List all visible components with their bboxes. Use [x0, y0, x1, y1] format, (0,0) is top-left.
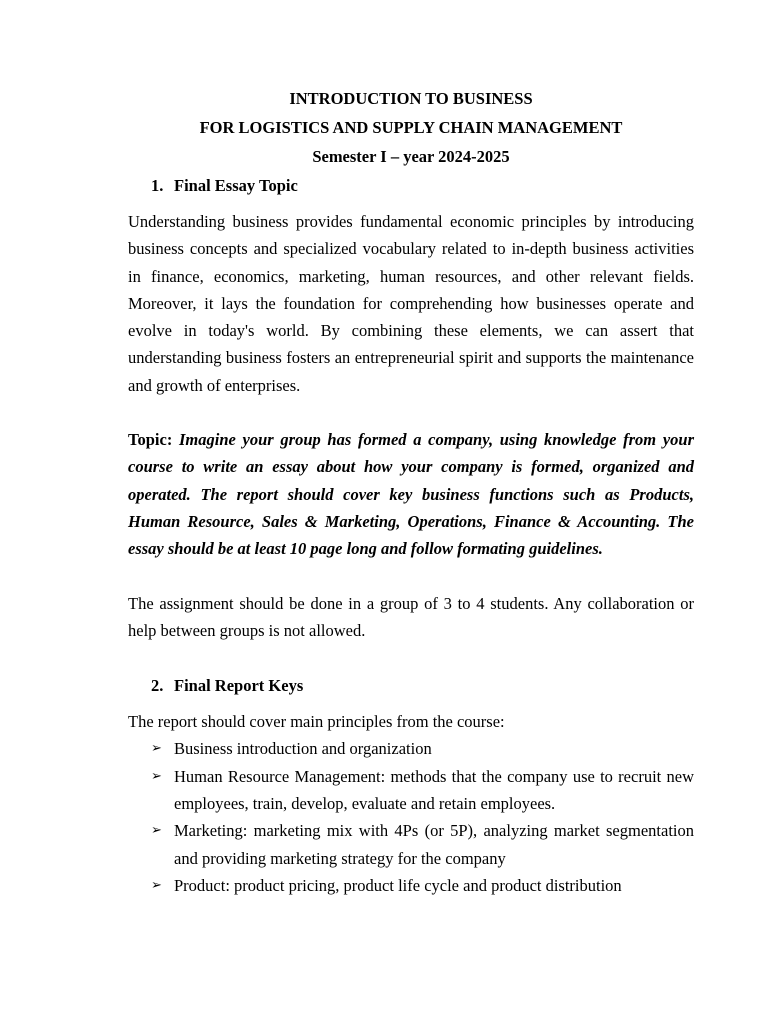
report-keys-intro: The report should cover main principles from the course: — [128, 712, 505, 732]
section-1-heading — [151, 171, 694, 200]
arrow-bullet-icon: ➢ — [151, 823, 162, 839]
arrow-bullet-icon: ➢ — [151, 741, 162, 757]
title-line-semester: Semester I – year 2024-2025 — [312, 147, 510, 166]
topic-text: Imagine your group has formed a company, using knowledge from your course to write an essay about how your company is formed, organized and operated. The report should cover key business functions such as Products, Human Resource, Sales & Marketing, Operations, Finance & Accounting. The essay should be at least 10 page long and follow formating guidelines. — [128, 430, 694, 559]
list-item — [128, 817, 694, 872]
report-keys-list — [128, 735, 694, 899]
section-1-title: Final Essay Topic — [174, 176, 298, 195]
document-title-block — [128, 84, 694, 171]
list-item-text: Human Resource Management: methods that the company use to recruit new employees, train, develop, evaluate and retain employees. — [174, 766, 694, 814]
topic-label: Topic: — [128, 430, 173, 450]
list-item — [128, 763, 694, 818]
arrow-bullet-icon: ➢ — [151, 877, 162, 893]
list-item-text: Business introduction and organization — [174, 739, 432, 759]
document-page — [128, 84, 694, 899]
group-rule-paragraph: The assignment should be done in a group of 3 to 4 students. Any collaboration or help between groups is not allowed. — [128, 593, 694, 640]
intro-paragraph: Understanding business provides fundamental economic principles by introducing business concepts and specialized vocabulary related to in-depth business activities in finance, economics, marketing, human resources, and other relevant fields. Moreover, it lays the foundation for comprehending how businesses operate and evolve in today's world. By combining these elements, we can assert that understanding business fosters an entrepreneurial spirit and supports the maintenance and growth of enterprises. — [128, 212, 694, 395]
section-2-heading — [151, 671, 694, 700]
list-item-text: Marketing: marketing mix with 4Ps (or 5P), analyzing market segmentation and providing marketing strategy for the company — [174, 821, 694, 868]
section-2-title: Final Report Keys — [174, 676, 304, 696]
section-1-number: 1. — [151, 176, 164, 195]
topic-paragraph — [128, 426, 694, 562]
list-item — [128, 735, 694, 762]
title-line-program: FOR LOGISTICS AND SUPPLY CHAIN MANAGEMENT — [199, 118, 623, 137]
list-item — [128, 872, 694, 899]
arrow-bullet-icon: ➢ — [151, 768, 162, 784]
list-item-text: Product: product pricing, product life cycle and product distribution — [174, 875, 622, 895]
title-line-course: INTRODUCTION TO BUSINESS — [289, 89, 533, 108]
section-2-number: 2. — [151, 676, 164, 696]
